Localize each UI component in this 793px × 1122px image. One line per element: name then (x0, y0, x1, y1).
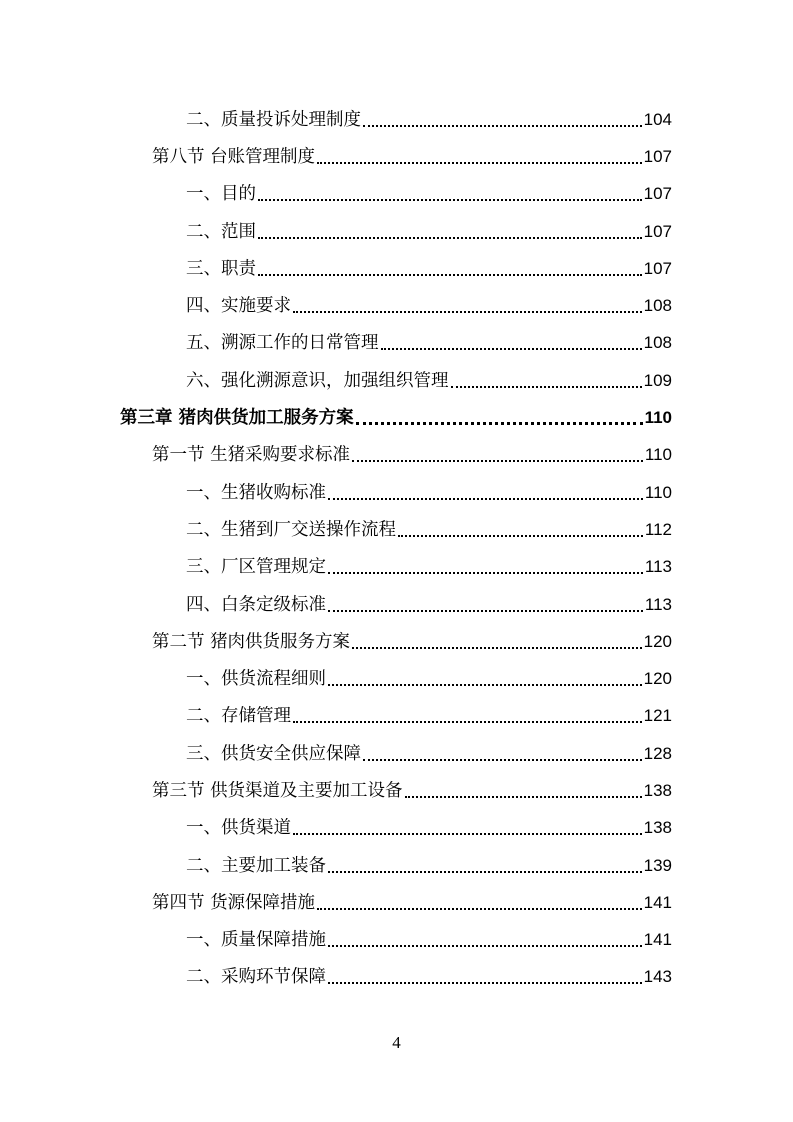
toc-entry-title: 二、采购环节保障 (186, 967, 326, 988)
toc-entry-page: 107 (643, 221, 672, 241)
toc-dot-leader (328, 929, 642, 951)
toc-dot-leader (293, 817, 642, 839)
toc-section-entry[interactable] (0, 437, 793, 474)
toc-entry-title: 五、溯源工作的日常管理 (186, 333, 379, 354)
toc-subsection-entry[interactable] (0, 213, 793, 250)
toc-entry-page: 112 (644, 519, 672, 539)
toc-dot-leader (258, 258, 642, 280)
toc-dot-leader (328, 482, 643, 504)
toc-dot-leader (293, 705, 642, 727)
toc-dot-leader (398, 519, 643, 541)
toc-entry-title: 第二节 猪肉供货服务方案 (152, 631, 351, 652)
toc-entry-title: 一、生猪收购标准 (186, 482, 326, 503)
toc-chapter-entry[interactable] (0, 399, 793, 436)
toc-entry-page: 113 (644, 557, 672, 577)
toc-entry-title: 第三节 供货渠道及主要加工设备 (152, 780, 403, 801)
toc-subsection-entry[interactable] (0, 287, 793, 324)
toc-dot-leader (293, 295, 642, 317)
toc-entry-title: 三、供货安全供应保障 (186, 743, 361, 764)
toc-dot-leader (328, 966, 642, 988)
toc-subsection-entry[interactable] (0, 735, 793, 772)
toc-entry-title: 六、强化溯源意识，加强组织管理 (186, 370, 449, 391)
toc-entry-title: 一、供货流程细则 (186, 669, 326, 690)
toc-dot-leader (258, 183, 642, 205)
toc-entry-page: 107 (643, 258, 672, 278)
toc-entry-page: 113 (644, 594, 672, 614)
toc-subsection-entry[interactable] (0, 250, 793, 287)
toc-entry-title: 第八节 台账管理制度 (152, 146, 316, 167)
toc-subsection-entry[interactable] (0, 362, 793, 399)
toc-dot-leader (363, 109, 642, 131)
toc-entry-page: 109 (643, 370, 672, 390)
toc-entry-page: 110 (644, 408, 672, 428)
toc-dot-leader (356, 407, 643, 429)
toc-subsection-entry[interactable] (0, 511, 793, 548)
toc-entry-page: 120 (643, 669, 672, 689)
toc-subsection-entry[interactable] (0, 586, 793, 623)
toc-dot-leader (363, 743, 642, 765)
toc-section-entry[interactable] (0, 772, 793, 809)
toc-dot-leader (451, 370, 642, 392)
toc-subsection-entry[interactable] (0, 698, 793, 735)
toc-entry-page: 107 (643, 184, 672, 204)
toc-dot-leader (328, 668, 642, 690)
toc-entry-page: 143 (643, 967, 672, 987)
toc-entry-page: 104 (643, 109, 672, 129)
toc-entry-title: 三、职责 (186, 258, 256, 279)
toc-entry-page: 141 (643, 892, 672, 912)
toc-subsection-entry[interactable] (0, 325, 793, 362)
toc-entry-page: 138 (643, 818, 672, 838)
toc-entry-page: 108 (643, 296, 672, 316)
toc-entry-title: 四、实施要求 (186, 296, 291, 317)
toc-subsection-entry[interactable] (0, 660, 793, 697)
toc-section-entry[interactable] (0, 138, 793, 175)
toc-subsection-entry[interactable] (0, 101, 793, 138)
toc-entry-title: 二、质量投诉处理制度 (186, 109, 361, 130)
toc-dot-leader (328, 556, 643, 578)
toc-entry-page: 121 (643, 706, 672, 726)
toc-subsection-entry[interactable] (0, 810, 793, 847)
toc-dot-leader (258, 221, 642, 243)
toc-dot-leader (317, 892, 642, 914)
toc-subsection-entry[interactable] (0, 176, 793, 213)
table-of-contents (0, 101, 793, 996)
toc-entry-title: 一、供货渠道 (186, 818, 291, 839)
toc-entry-title: 第一节 生猪采购要求标准 (152, 445, 351, 466)
toc-subsection-entry[interactable] (0, 959, 793, 996)
toc-dot-leader (328, 855, 642, 877)
toc-entry-title: 一、目的 (186, 184, 256, 205)
toc-entry-title: 第三章 猪肉供货加工服务方案 (120, 408, 354, 429)
toc-entry-title: 第四节 货源保障措施 (152, 892, 316, 913)
toc-subsection-entry[interactable] (0, 847, 793, 884)
page-number: 4 (392, 1033, 401, 1052)
toc-entry-page: 141 (643, 930, 672, 950)
toc-section-entry[interactable] (0, 884, 793, 921)
toc-entry-page: 108 (643, 333, 672, 353)
toc-entry-page: 110 (644, 482, 672, 502)
toc-dot-leader (352, 444, 643, 466)
toc-entry-page: 110 (644, 445, 672, 465)
toc-entry-title: 二、生猪到厂交送操作流程 (186, 519, 396, 540)
toc-dot-leader (352, 631, 642, 653)
toc-entry-title: 一、质量保障措施 (186, 930, 326, 951)
toc-entry-title: 二、存储管理 (186, 706, 291, 727)
toc-entry-title: 二、主要加工装备 (186, 855, 326, 876)
toc-entry-title: 二、范围 (186, 221, 256, 242)
toc-entry-title: 四、白条定级标准 (186, 594, 326, 615)
toc-subsection-entry[interactable] (0, 474, 793, 511)
toc-entry-page: 138 (643, 780, 672, 800)
toc-dot-leader (328, 594, 643, 616)
toc-section-entry[interactable] (0, 623, 793, 660)
toc-entry-page: 120 (643, 631, 672, 651)
toc-subsection-entry[interactable] (0, 922, 793, 959)
toc-dot-leader (381, 332, 642, 354)
toc-dot-leader (317, 146, 642, 168)
toc-entry-page: 107 (643, 146, 672, 166)
toc-dot-leader (405, 780, 642, 802)
toc-subsection-entry[interactable] (0, 549, 793, 586)
toc-entry-page: 139 (643, 855, 672, 875)
toc-entry-page: 128 (643, 743, 672, 763)
toc-entry-title: 三、厂区管理规定 (186, 557, 326, 578)
